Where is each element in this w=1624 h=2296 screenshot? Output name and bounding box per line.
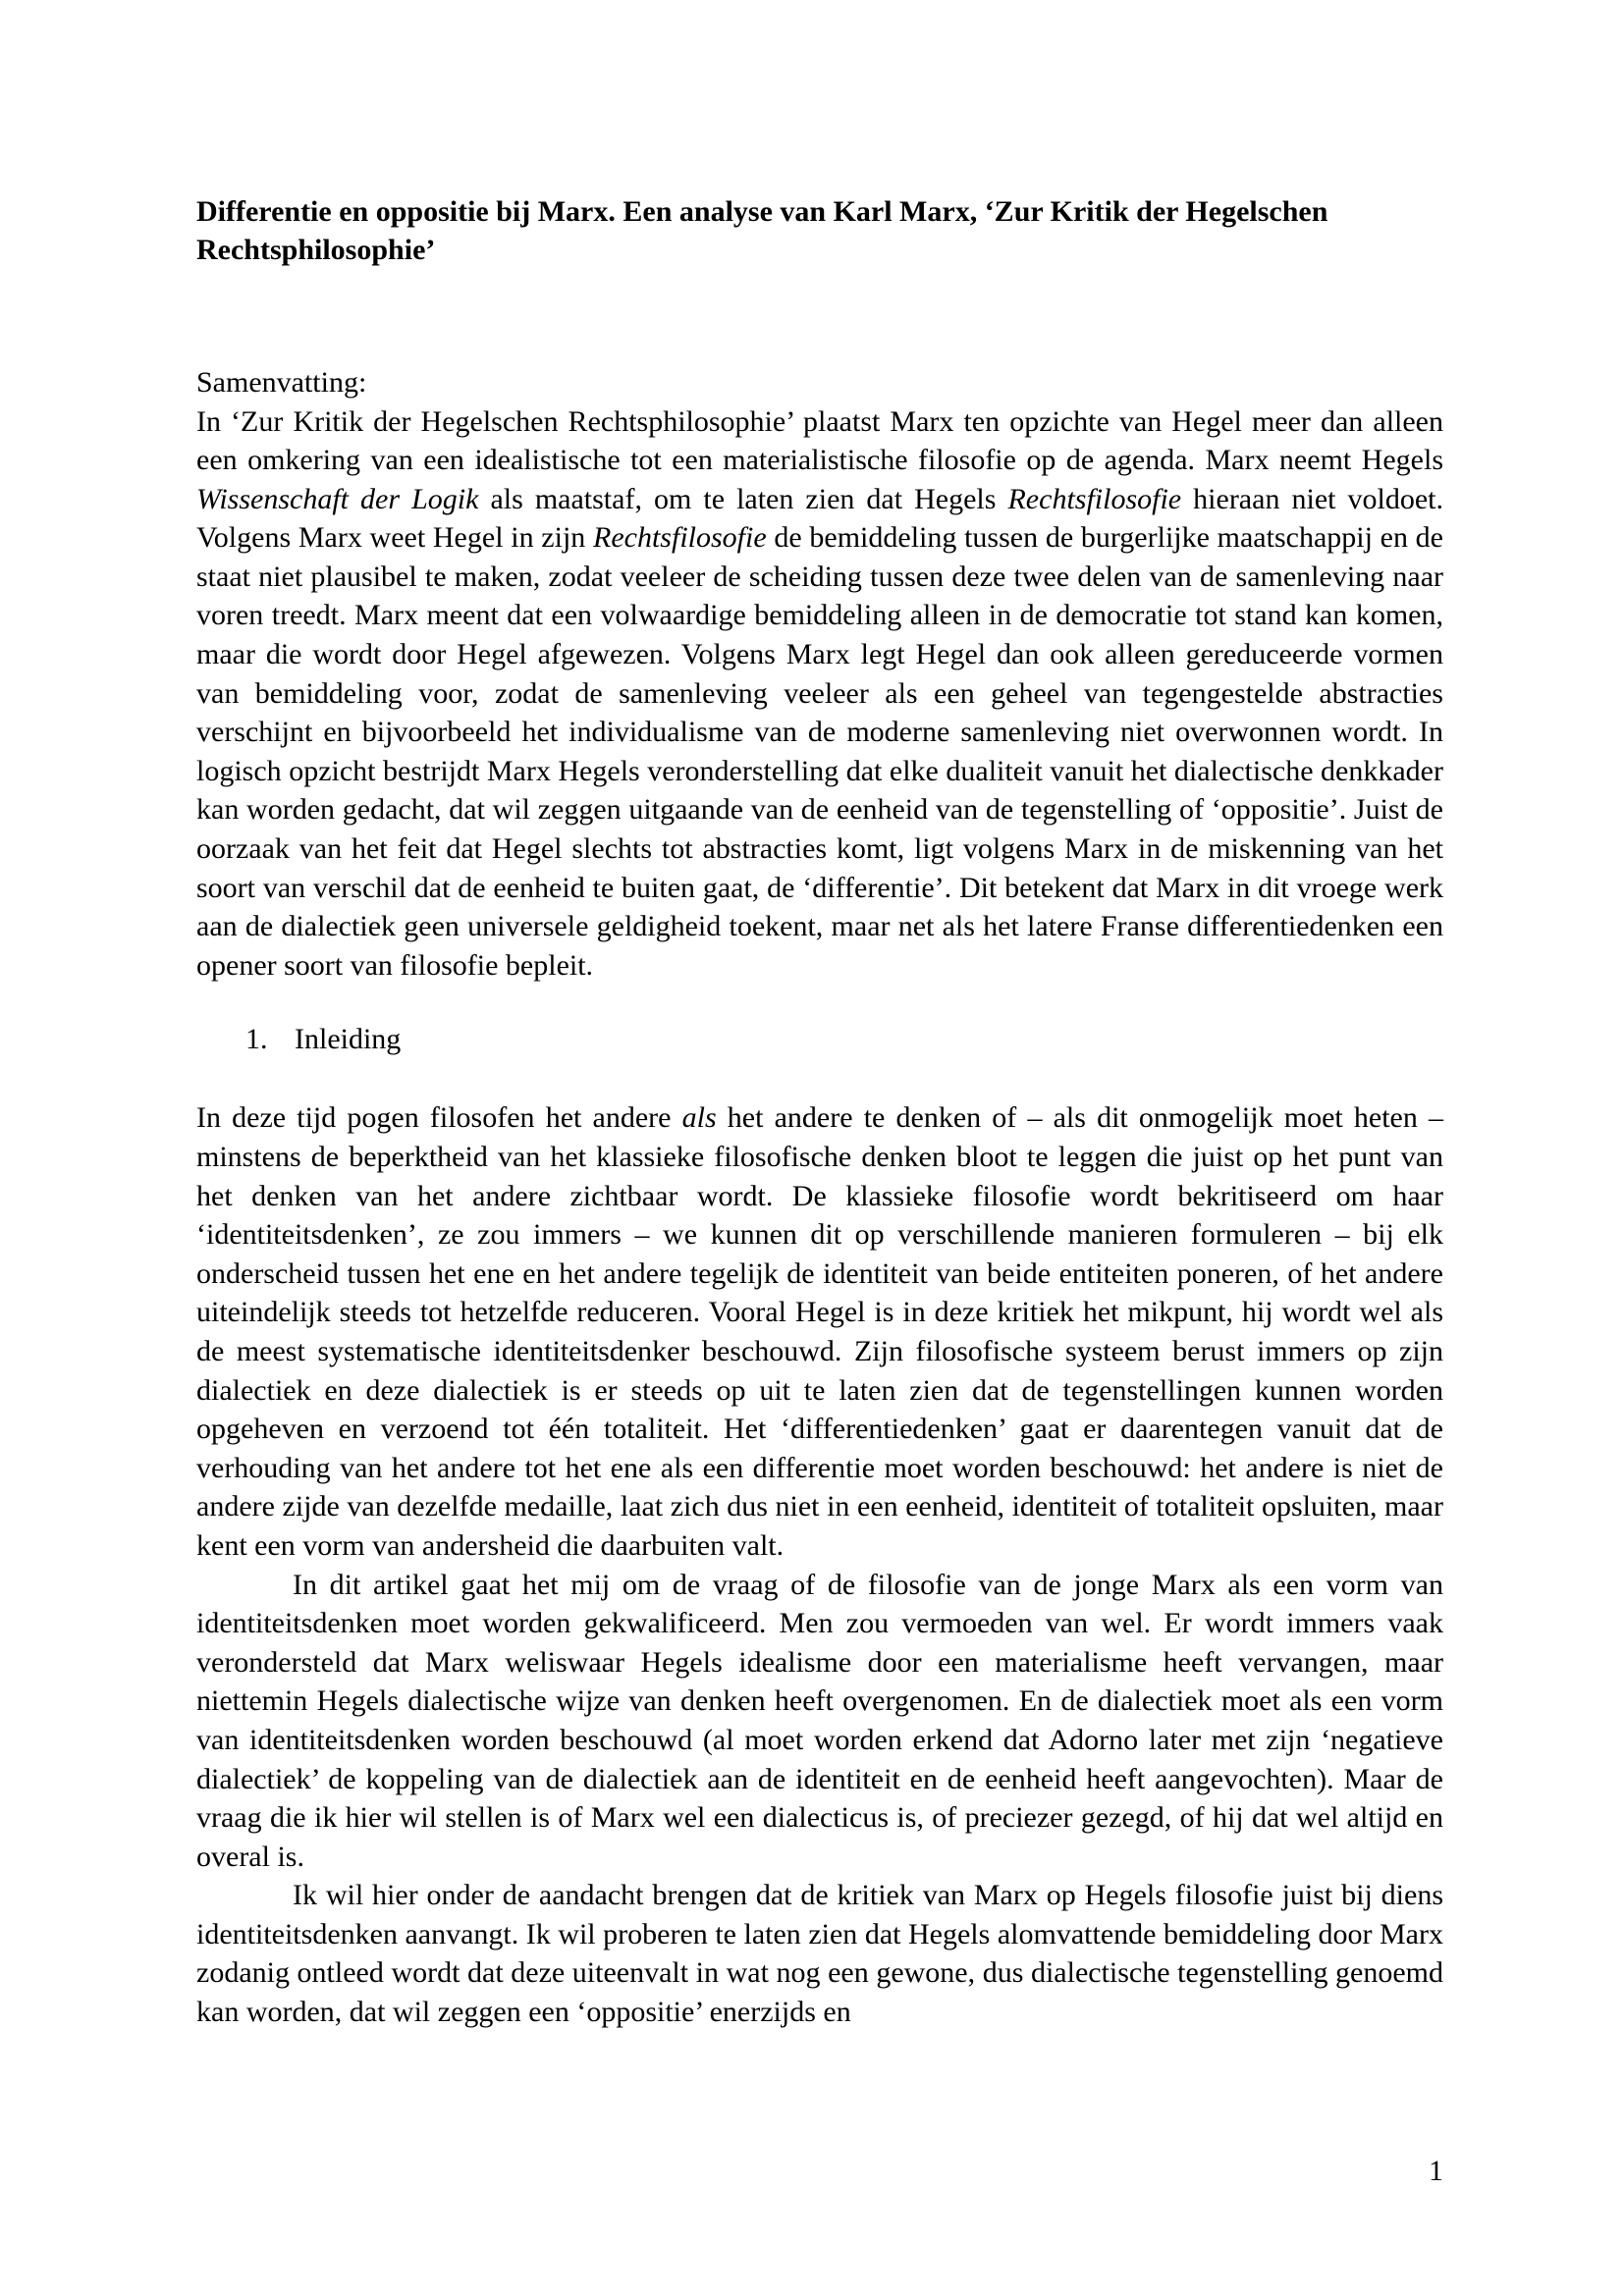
summary-emphasis-rechtsfilosofie-2: Rechtsfilosofie — [593, 521, 767, 555]
section-number: 1. — [245, 1023, 268, 1056]
intro-paragraph-2: In dit artikel gaat het mij om de vraag of de filosofie van de jonge Marx als een vorm van identiteitsdenken moet worden gekwalificeerd. Men zou vermoeden van wel. Er wordt immers vaak verondersteld dat Marx weliswaar Hegels idealisme door een materialisme heeft vervangen, maar niettemin Hegels dialectische wijze van denken heeft overgenomen. En de dialectiek moet als een vorm van identiteitsdenken worden beschouwd (al moet worden erkend dat Adorno later met zijn ‘negatieve dialectiek’ de koppeling van de dialectiek aan de identiteit en de eenheid heeft aangevochten). Maar de vraag die ik hier wil stellen is of Marx wel een dialecticus is, of preciezer gezegd, of hij dat wel altijd en overal is. — [196, 1568, 1443, 1873]
summary-text-1: In ‘Zur Kritik der Hegelschen Rechtsphilosophie’ plaatst Marx ten opzichte van Hegel meer dan alleen een omkering van een idealistische tot een materialistische filosofie op de agenda. Marx neemt Hegels — [196, 404, 1443, 477]
article-title: Differentie en oppositie bij Marx. Een analyse van Karl Marx, ‘Zur Kritik der Hegelschen Rechtsphilosophie’ — [196, 195, 1328, 266]
summary-emphasis-logik: Wissenschaft der Logik — [196, 482, 479, 515]
page-number: 1 — [1429, 2155, 1443, 2187]
intro-emphasis-als: als — [681, 1101, 717, 1135]
summary-paragraph — [196, 402, 1443, 986]
intro-text-1: In deze tijd pogen filosofen het andere — [196, 1101, 682, 1135]
summary-label: Samenvatting: — [196, 366, 367, 399]
summary-text-3: hieraan niet voldoet. Volgens Marx weet Hegel in zijn — [196, 482, 1444, 555]
intro-text-2: het andere te denken of – als dit onmogelijk moet heten – minstens de beperktheid van het klassieke filosofische denken bloot te leggen die juist op het punt van het denken van het andere zichtbaar wordt. De klassieke filosofie wordt bekritiseerd om haar ‘identiteitsdenken’, ze zou immers – we kunnen dit op verschillende manieren formuleren – bij elk onderscheid tussen het ene en het andere tegelijk de identiteit van beide entiteiten poneren, of het andere uiteindelijk steeds tot hetzelfde reduceren. Vooral Hegel is in deze kritiek het mikpunt, hij wordt wel als de meest systematische identiteitsdenker beschouwd. Zijn filosofische systeem berust immers op zijn dialectiek en deze dialectiek is er steeds op uit te laten zien dat de tegenstellingen kunnen worden opgeheven en verzoend tot één totaliteit. Het ‘differentiedenken’ gaat er daarentegen vanuit dat de verhouding van het andere tot het ene als een differentie moet worden beschouwd: het andere is niet de andere zijde van dezelfde medaille, laat zich dus niet in een eenheid, identiteit of totaliteit opsluiten, maar kent een vorm van andersheid die daarbuiten valt. — [196, 1101, 1443, 1562]
page-content — [196, 192, 1443, 2032]
summary-text-4: de bemiddeling tussen de burgerlijke maatschappij en de staat niet plausibel te maken, zodat veeleer de scheiding tussen deze twee delen van de samenleving naar voren treedt. Marx meent dat een volwaardige bemiddeling alleen in de democratie tot stand kan komen, maar die wordt door Hegel afgewezen. Volgens Marx legt Hegel dan ook alleen gereduceerde vormen van bemiddeling voor, zodat de samenleving veeleer als een geheel van tegengestelde abstracties verschijnt en bijvoorbeeld het individualisme van de moderne samenleving niet overwonnen wordt. In logisch opzicht bestrijdt Marx Hegels veronderstelling dat elke dualiteit vanuit het dialectische denkkader kan worden gedacht, dat wil zeggen uitgaande van de eenheid van de tegenstelling of ‘oppositie’. Juist de oorzaak van het feit dat Hegel slechts tot abstracties komt, ligt volgens Marx in de miskenning van het soort van verschil dat de eenheid te buiten gaat, de ‘differentie’. Dit betekent dat Marx in dit vroege werk aan de dialectiek geen universele geldigheid toekent, maar net als het latere Franse differentiedenken een opener soort van filosofie bepleit. — [196, 521, 1443, 982]
summary-emphasis-rechtsfilosofie-1: Rechtsfilosofie — [1007, 482, 1182, 515]
summary-text-2: als maatstaf, om te laten zien dat Hegels — [478, 482, 1008, 515]
intro-paragraph-3: Ik wil hier onder de aandacht brengen dat de kritiek van Marx op Hegels filosofie juist bij diens identiteitsdenken aanvangt. Ik wil proberen te laten zien dat Hegels alomvattende bemiddeling door Marx zodanig ontleed wordt dat deze uiteenvalt in wat nog een gewone, dus dialectische tegenstelling genoemd kan worden, dat wil zeggen een ‘oppositie’ enerzijds en — [196, 1879, 1443, 2029]
intro-paragraph-1 — [196, 1098, 1443, 1565]
section-heading — [196, 1020, 1443, 1059]
section-title: Inleiding — [295, 1023, 402, 1056]
